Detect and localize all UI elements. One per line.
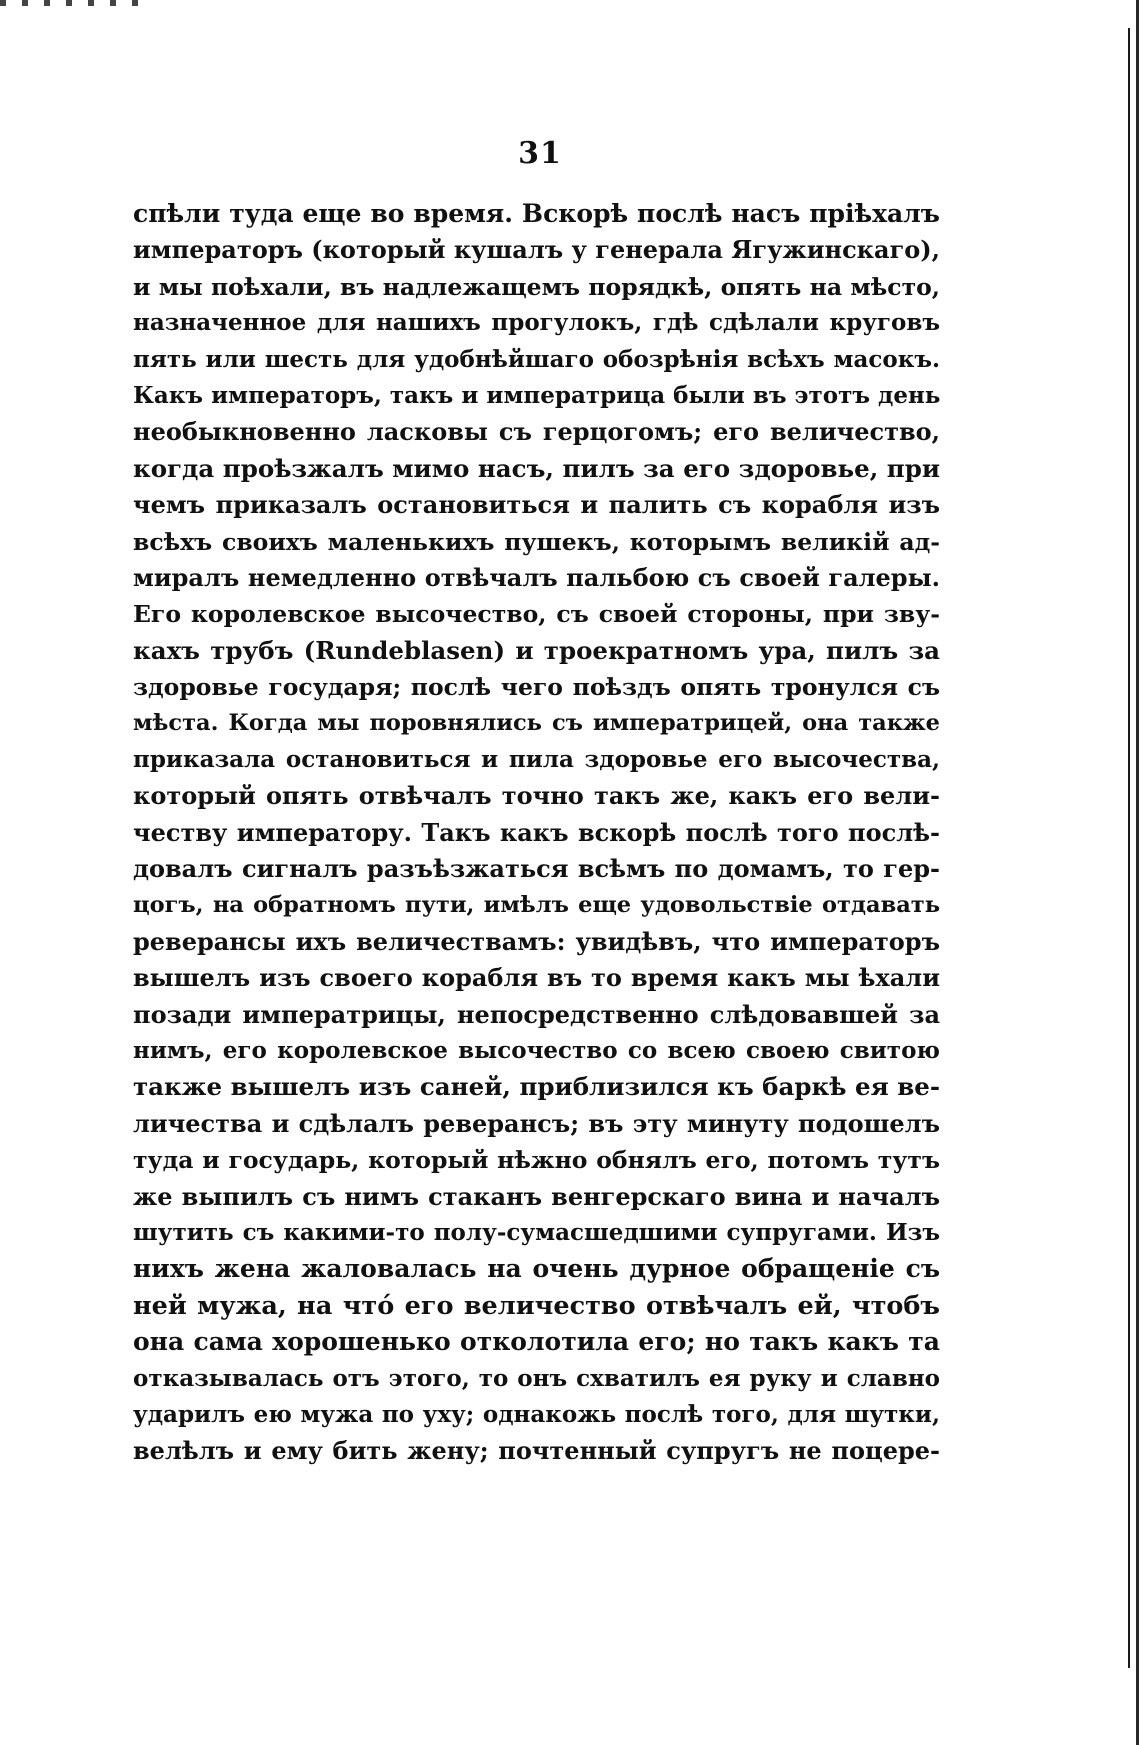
text-line: миралъ немедленно отвѣчалъ пальбою съ своей галеры. — [133, 562, 940, 592]
text-line: Какъ императоръ, такъ и императрица были въ этотъ день — [133, 381, 940, 409]
scan-edge-mark — [0, 0, 140, 6]
text-line: спѣли туда еще во время. Вскорѣ послѣ насъ пріѣхалъ — [133, 199, 940, 228]
text-line: ней мужа, на чтó его величество отвѣчалъ ей, чтобъ — [133, 1290, 940, 1321]
text-line: она сама хорошенько отколотила его; но такъ какъ та — [133, 1327, 940, 1357]
text-line: всѣхъ своихъ маленькихъ пушекъ, которымъ великій ад- — [133, 527, 940, 556]
text-line: отказывалась отъ этого, то онъ схватилъ ея руку и славно — [133, 1364, 940, 1392]
text-line: шутить съ какими-то полу-сумасшедшими супругами. Изъ — [133, 1218, 940, 1246]
text-line: кахъ трубъ (Rundeblasen) и троекратномъ ура, пилъ за — [133, 635, 940, 665]
body-text — [133, 196, 940, 1470]
text-line: велѣлъ и ему бить жену; почтенный супругъ не поцере- — [133, 1436, 940, 1466]
scan-edge-line — [1128, 28, 1130, 1668]
text-line: туда и государь, который нѣжно обнялъ его, потомъ тутъ — [133, 1146, 940, 1175]
text-line: необыкновенно ласковы съ герцогомъ; его величество, — [133, 417, 940, 447]
text-line: чемъ приказалъ остановиться и палить съ корабля изъ — [133, 490, 940, 520]
text-line: ударилъ ею мужа по уху; однакожь послѣ того, для шутки, — [133, 1400, 940, 1428]
text-line: позади императрицы, непосредственно слѣдовавшей за — [133, 999, 940, 1029]
text-line: Его королевское высочество, съ своей стороны, при зву- — [133, 600, 940, 629]
text-line: когда проѣзжалъ мимо насъ, пилъ за его здоровье, при — [133, 453, 940, 483]
text-line: также вышелъ изъ саней, приблизился къ баркѣ ея ве- — [133, 1072, 940, 1102]
text-line: императоръ (который кушалъ у генерала Ягужинскаго), — [133, 235, 940, 265]
text-line: мѣста. Когда мы поровнялись съ императрицей, она также — [133, 710, 940, 737]
text-line: нимъ, его королевское высочество со всею своею свитою — [133, 1036, 940, 1064]
text-line: нихъ жена жаловалась на очень дурное обращеніе съ — [133, 1254, 940, 1284]
text-line: довалъ сигналъ разъѣзжаться всѣмъ по домамъ, то гер- — [133, 854, 940, 884]
page-number: 31 — [518, 136, 562, 171]
text-line: здоровье государя; послѣ чего поѣздъ опять тронулся съ — [133, 673, 940, 702]
text-line: вышелъ изъ своего корабля въ то время какъ мы ѣхали — [133, 963, 940, 993]
text-line: назначенное для нашихъ прогулокъ, гдѣ сдѣлали круговъ — [133, 309, 940, 337]
text-line: приказала остановиться и пила здоровье его высочества, — [133, 745, 940, 773]
scan-edge-border — [1136, 0, 1139, 1745]
text-line: личества и сдѣлалъ реверансъ; въ эту минуту подошелъ — [133, 1108, 940, 1138]
text-line: который опять отвѣчалъ точно такъ же, какъ его вели- — [133, 781, 940, 811]
text-line: же выпилъ съ нимъ стаканъ венгерскаго вина и началъ — [133, 1181, 940, 1211]
text-line: честву императору. Такъ какъ вскорѣ послѣ того послѣ- — [133, 817, 940, 847]
text-line: и мы поѣхали, въ надлежащемъ порядкѣ, опять на мѣсто, — [133, 272, 940, 301]
text-line: реверансы ихъ величествамъ: увидѣвъ, что императоръ — [133, 926, 940, 956]
text-line: пять или шесть для удобнѣйшаго обозрѣнія всѣхъ масокъ. — [133, 345, 940, 373]
text-line: цогъ, на обратномъ пути, имѣлъ еще удовольствіе отдавать — [133, 892, 940, 919]
